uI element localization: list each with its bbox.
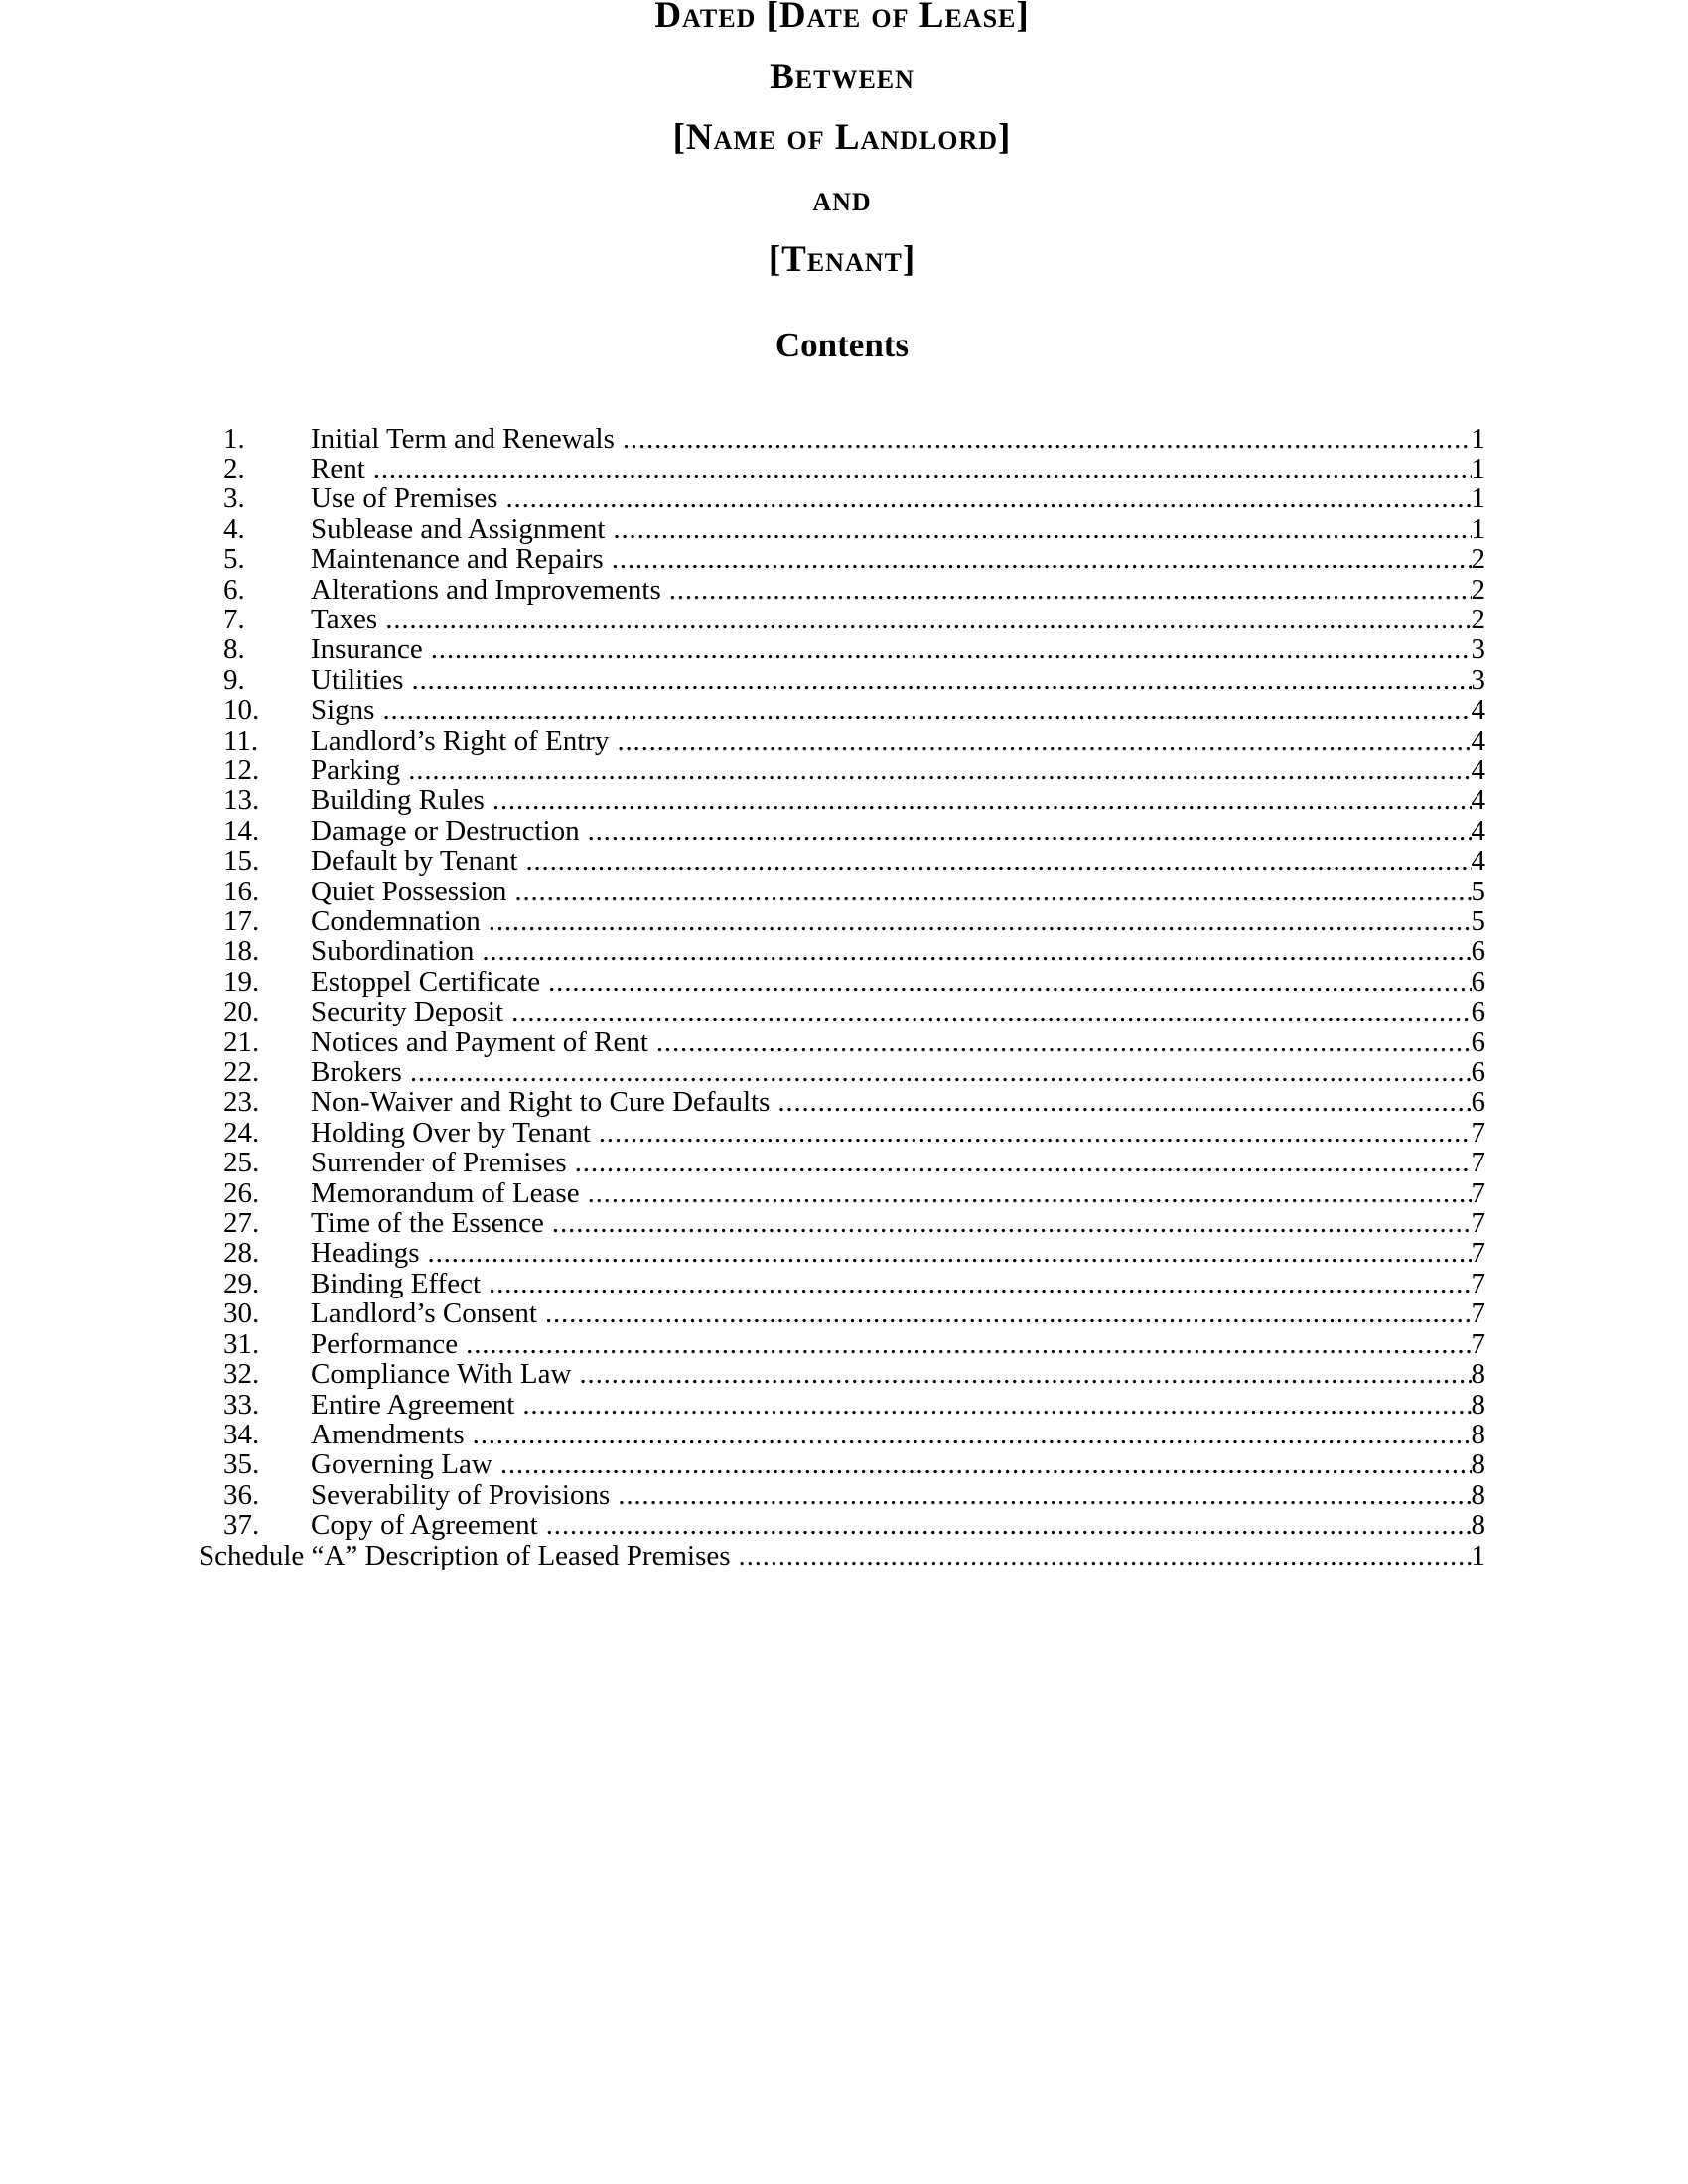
toc-page-number: 6 bbox=[1471, 965, 1485, 998]
dot-leader bbox=[431, 634, 1472, 664]
toc-entry bbox=[223, 424, 1485, 454]
dot-leader bbox=[548, 967, 1471, 997]
dot-leader bbox=[612, 544, 1472, 574]
toc-entry bbox=[223, 1148, 1485, 1177]
toc-page-number: 1 bbox=[1471, 422, 1485, 455]
toc-page-number: 6 bbox=[1471, 1025, 1485, 1058]
dot-leader bbox=[656, 1027, 1472, 1057]
toc-entry bbox=[223, 483, 1485, 513]
dot-leader bbox=[739, 1541, 1472, 1570]
toc-page-number: 7 bbox=[1471, 1147, 1485, 1179]
title-line-dated: Dated [Date of Lease] bbox=[654, 0, 1030, 36]
toc-label: Damage or Destruction bbox=[311, 814, 580, 847]
toc-label: Entire Agreement bbox=[311, 1388, 515, 1421]
toc-entry bbox=[223, 967, 1485, 997]
toc-label: Subordination bbox=[311, 935, 475, 968]
toc-number: 15. bbox=[223, 845, 260, 878]
toc-label: Surrender of Premises bbox=[311, 1147, 567, 1179]
dot-leader bbox=[545, 1298, 1472, 1328]
toc-page-number: 7 bbox=[1471, 1116, 1485, 1149]
toc-entry bbox=[223, 1449, 1485, 1479]
toc-page-number: 4 bbox=[1471, 753, 1485, 786]
toc-label: Schedule “A” Description of Leased Premises bbox=[199, 1539, 731, 1571]
toc-number: 2. bbox=[223, 452, 245, 484]
toc-label: Taxes bbox=[311, 603, 378, 635]
dot-leader bbox=[489, 906, 1472, 936]
toc-number: 17. bbox=[223, 905, 260, 937]
toc-entry bbox=[223, 1359, 1485, 1389]
toc-number: 14. bbox=[223, 814, 260, 847]
contents-heading: Contents bbox=[774, 325, 910, 364]
toc-number: 24. bbox=[223, 1116, 260, 1149]
toc-number: 5. bbox=[223, 543, 245, 576]
toc-entry bbox=[223, 997, 1485, 1026]
title-line-landlord: [Name of Landlord] bbox=[672, 117, 1012, 158]
toc-entry bbox=[223, 1269, 1485, 1298]
toc-entry bbox=[223, 605, 1485, 634]
toc-page-number: 8 bbox=[1471, 1358, 1485, 1391]
dot-leader bbox=[669, 575, 1472, 605]
toc-label: Sublease and Assignment bbox=[311, 512, 606, 545]
toc-page-number: 7 bbox=[1471, 1267, 1485, 1299]
toc-number: 27. bbox=[223, 1207, 260, 1240]
toc-page-number: 3 bbox=[1471, 633, 1485, 666]
table-of-contents bbox=[0, 424, 1688, 1570]
toc-page-number: 8 bbox=[1471, 1448, 1485, 1481]
toc-number: 12. bbox=[223, 753, 260, 786]
dot-leader bbox=[777, 1087, 1471, 1117]
dot-leader bbox=[514, 877, 1471, 906]
toc-number: 6. bbox=[223, 573, 245, 606]
dot-leader bbox=[382, 695, 1471, 725]
dot-leader bbox=[522, 1390, 1471, 1420]
toc-entry bbox=[223, 1298, 1485, 1328]
dot-leader bbox=[473, 1420, 1472, 1449]
toc-number: 11. bbox=[223, 724, 259, 756]
toc-number: 29. bbox=[223, 1267, 260, 1299]
toc-entry bbox=[223, 1420, 1485, 1449]
dot-leader bbox=[373, 454, 1472, 483]
toc-entry bbox=[223, 816, 1485, 846]
toc-entry bbox=[223, 1057, 1485, 1087]
toc-number: 16. bbox=[223, 875, 260, 907]
toc-page-number: 2 bbox=[1471, 603, 1485, 635]
toc-label: Copy of Agreement bbox=[311, 1509, 538, 1542]
toc-entry bbox=[223, 846, 1485, 876]
title-line-and: and bbox=[812, 178, 872, 219]
toc-label: Headings bbox=[311, 1237, 420, 1270]
toc-page-number: 6 bbox=[1471, 1086, 1485, 1119]
toc-label: Utilities bbox=[311, 663, 404, 696]
toc-entry bbox=[223, 1208, 1485, 1238]
toc-entry bbox=[223, 1510, 1485, 1540]
dot-leader bbox=[546, 1510, 1472, 1540]
dot-leader bbox=[588, 1178, 1472, 1208]
toc-page-number: 6 bbox=[1471, 996, 1485, 1028]
toc-number: 33. bbox=[223, 1388, 260, 1421]
toc-entry bbox=[223, 695, 1485, 725]
toc-page-number: 7 bbox=[1471, 1297, 1485, 1330]
dot-leader bbox=[411, 665, 1471, 695]
toc-page-number: 4 bbox=[1471, 845, 1485, 878]
dot-leader bbox=[505, 483, 1471, 513]
toc-page-number: 2 bbox=[1471, 543, 1485, 576]
toc-entry bbox=[223, 544, 1485, 574]
toc-label: Non-Waiver and Right to Cure Defaults bbox=[311, 1086, 771, 1119]
toc-entry bbox=[223, 1329, 1485, 1359]
title-block bbox=[0, 0, 1688, 291]
toc-label: Signs bbox=[311, 694, 375, 727]
dot-leader bbox=[466, 1329, 1471, 1359]
toc-number: 31. bbox=[223, 1327, 260, 1360]
toc-page-number: 2 bbox=[1471, 573, 1485, 606]
toc-number: 35. bbox=[223, 1448, 260, 1481]
toc-label: Estoppel Certificate bbox=[311, 965, 541, 998]
toc-page-number: 4 bbox=[1471, 724, 1485, 756]
dot-leader bbox=[552, 1208, 1472, 1238]
toc-label: Binding Effect bbox=[311, 1267, 482, 1299]
toc-entry bbox=[223, 1087, 1485, 1117]
toc-number: 32. bbox=[223, 1358, 260, 1391]
toc-number: 36. bbox=[223, 1478, 260, 1511]
toc-number: 13. bbox=[223, 784, 260, 817]
toc-page-number: 8 bbox=[1471, 1509, 1485, 1542]
toc-page-number: 8 bbox=[1471, 1388, 1485, 1421]
toc-number: 34. bbox=[223, 1418, 260, 1450]
toc-entry bbox=[223, 1178, 1485, 1208]
toc-entry bbox=[223, 936, 1485, 966]
toc-label: Amendments bbox=[311, 1418, 465, 1450]
dot-leader bbox=[618, 1480, 1471, 1510]
toc-entry bbox=[223, 1390, 1485, 1420]
toc-entry bbox=[223, 726, 1485, 755]
toc-schedule-entry bbox=[199, 1541, 1485, 1570]
toc-page-number: 6 bbox=[1471, 1056, 1485, 1089]
toc-label: Memorandum of Lease bbox=[311, 1176, 580, 1209]
toc-label: Parking bbox=[311, 753, 401, 786]
dot-leader bbox=[489, 1269, 1471, 1298]
toc-number: 20. bbox=[223, 996, 260, 1028]
toc-label: Notices and Payment of Rent bbox=[311, 1025, 648, 1058]
toc-label: Brokers bbox=[311, 1056, 402, 1089]
toc-label: Maintenance and Repairs bbox=[311, 543, 604, 576]
toc-label: Landlord’s Consent bbox=[311, 1297, 537, 1330]
toc-entry bbox=[223, 1118, 1485, 1148]
toc-number: 3. bbox=[223, 482, 245, 515]
toc-number: 37. bbox=[223, 1509, 260, 1542]
toc-page-number: 1 bbox=[1471, 482, 1485, 515]
toc-page-number: 1 bbox=[1471, 512, 1485, 545]
toc-number: 7. bbox=[223, 603, 245, 635]
toc-label: Holding Over by Tenant bbox=[311, 1116, 591, 1149]
dot-leader bbox=[408, 755, 1471, 785]
toc-number: 19. bbox=[223, 965, 260, 998]
toc-entry bbox=[223, 1480, 1485, 1510]
toc-label: Compliance With Law bbox=[311, 1358, 572, 1391]
toc-number: 28. bbox=[223, 1237, 260, 1270]
toc-label: Quiet Possession bbox=[311, 875, 507, 907]
toc-entry bbox=[223, 514, 1485, 544]
toc-label: Severability of Provisions bbox=[311, 1478, 611, 1511]
dot-leader bbox=[500, 1449, 1472, 1479]
toc-page-number: 7 bbox=[1471, 1327, 1485, 1360]
dot-leader bbox=[525, 846, 1471, 876]
toc-number: 9. bbox=[223, 663, 245, 696]
toc-number: 23. bbox=[223, 1086, 260, 1119]
toc-page-number: 8 bbox=[1471, 1478, 1485, 1511]
title-line-between: Between bbox=[770, 56, 914, 97]
toc-label: Landlord’s Right of Entry bbox=[311, 724, 610, 756]
toc-entry bbox=[223, 454, 1485, 483]
toc-page-number: 1 bbox=[1471, 1539, 1485, 1571]
dot-leader bbox=[575, 1148, 1472, 1177]
toc-entry bbox=[223, 906, 1485, 936]
toc-page-number: 1 bbox=[1471, 452, 1485, 484]
toc-number: 8. bbox=[223, 633, 245, 666]
toc-page-number: 7 bbox=[1471, 1237, 1485, 1270]
toc-number: 4. bbox=[223, 512, 245, 545]
dot-leader bbox=[482, 936, 1471, 966]
toc-page-number: 4 bbox=[1471, 784, 1485, 817]
toc-page-number: 5 bbox=[1471, 875, 1485, 907]
toc-number: 22. bbox=[223, 1056, 260, 1089]
dot-leader bbox=[511, 997, 1471, 1026]
dot-leader bbox=[428, 1238, 1472, 1268]
dot-leader bbox=[588, 816, 1472, 846]
toc-entry bbox=[223, 665, 1485, 695]
toc-entry bbox=[223, 877, 1485, 906]
toc-label: Governing Law bbox=[311, 1448, 492, 1481]
toc-label: Insurance bbox=[311, 633, 423, 666]
toc-page-number: 5 bbox=[1471, 905, 1485, 937]
toc-page-number: 6 bbox=[1471, 935, 1485, 968]
toc-page-number: 4 bbox=[1471, 694, 1485, 727]
toc-label: Condemnation bbox=[311, 905, 481, 937]
toc-label: Use of Premises bbox=[311, 482, 498, 515]
dot-leader bbox=[613, 514, 1471, 544]
toc-label: Alterations and Improvements bbox=[311, 573, 661, 606]
toc-number: 21. bbox=[223, 1025, 260, 1058]
toc-page-number: 4 bbox=[1471, 814, 1485, 847]
dot-leader bbox=[617, 726, 1471, 755]
toc-entry bbox=[223, 785, 1485, 815]
toc-label: Time of the Essence bbox=[311, 1207, 544, 1240]
toc-label: Default by Tenant bbox=[311, 845, 518, 878]
toc-number: 10. bbox=[223, 694, 260, 727]
dot-leader bbox=[385, 605, 1471, 634]
dot-leader bbox=[579, 1359, 1471, 1389]
toc-page-number: 7 bbox=[1471, 1207, 1485, 1240]
toc-label: Initial Term and Renewals bbox=[311, 422, 615, 455]
toc-entry bbox=[223, 634, 1485, 664]
dot-leader bbox=[599, 1118, 1472, 1148]
toc-number: 30. bbox=[223, 1297, 260, 1330]
toc-number: 18. bbox=[223, 935, 260, 968]
dot-leader bbox=[492, 785, 1472, 815]
toc-entry bbox=[223, 1027, 1485, 1057]
toc-label: Performance bbox=[311, 1327, 459, 1360]
toc-number: 26. bbox=[223, 1176, 260, 1209]
toc-label: Rent bbox=[311, 452, 365, 484]
toc-entry bbox=[223, 575, 1485, 605]
toc-number: 1. bbox=[223, 422, 245, 455]
toc-page-number: 7 bbox=[1471, 1176, 1485, 1209]
toc-entry bbox=[223, 755, 1485, 785]
toc-label: Building Rules bbox=[311, 784, 485, 817]
toc-page-number: 8 bbox=[1471, 1418, 1485, 1450]
toc-label: Security Deposit bbox=[311, 996, 504, 1028]
title-line-tenant: [Tenant] bbox=[768, 239, 916, 280]
dot-leader bbox=[623, 424, 1472, 454]
toc-page-number: 3 bbox=[1471, 663, 1485, 696]
toc-entry bbox=[223, 1238, 1485, 1268]
dot-leader bbox=[410, 1057, 1472, 1087]
toc-number: 25. bbox=[223, 1147, 260, 1179]
